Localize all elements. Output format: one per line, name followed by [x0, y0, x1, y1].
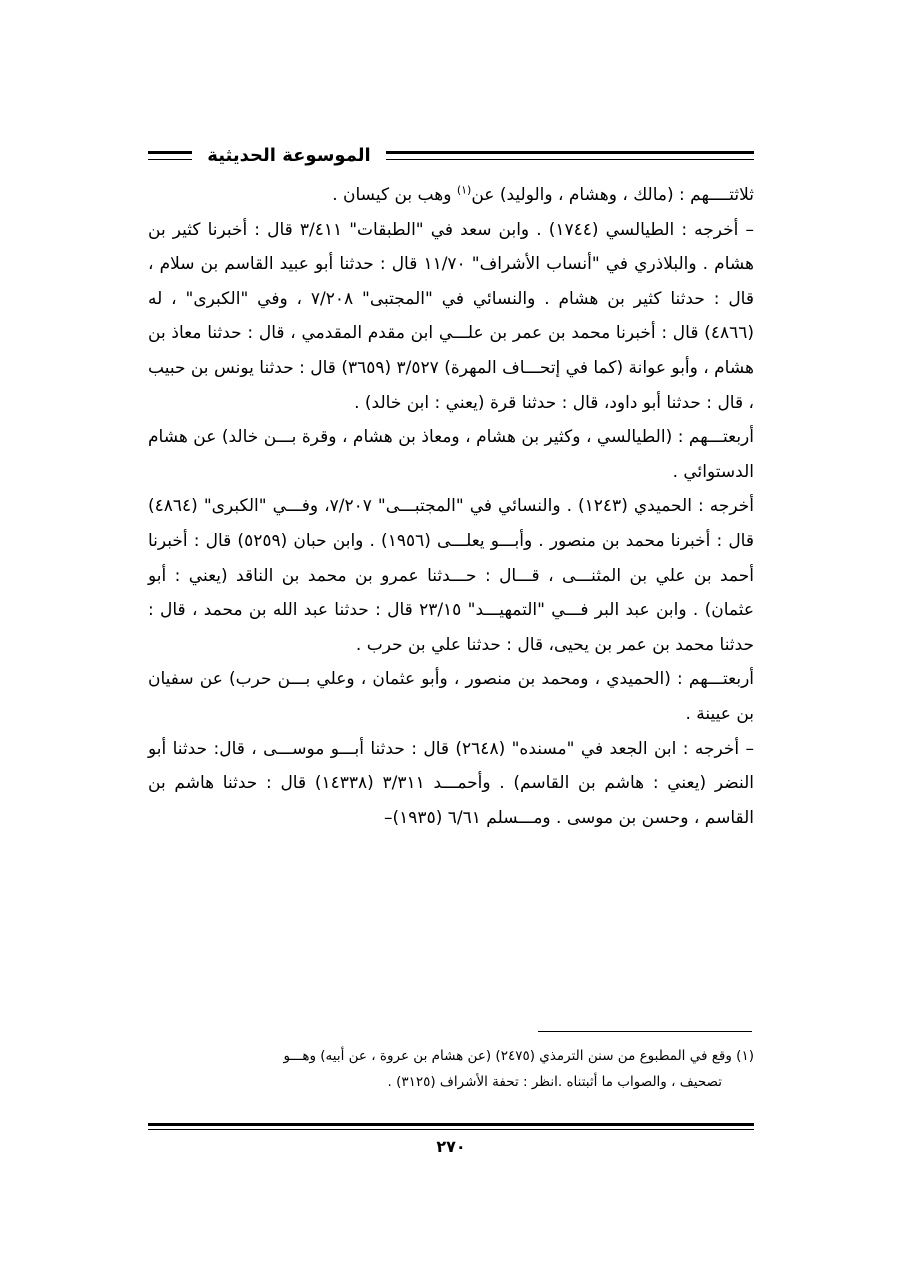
footnote-line-1: (١) وقع في المطبوع من سنن الترمذي (٢٤٧٥) (عن هشام بن عروة ، عن أبيه) وهـــو [283, 1048, 754, 1064]
header-title: الموسوعة الحديثية [207, 145, 371, 166]
footer-rule [148, 1123, 754, 1130]
footnote [148, 1043, 754, 1095]
paragraph-2: – أخرجه : الطيالسي (١٧٤٤) . وابن سعد في "الطبقات" ٣/٤١١ قال : أخبرنا كثير بن هشام . والبلاذري في "أنساب الأشراف" ١١/٧٠ قال : حدثنا أبو عبيد القاسم بن سلام ، قال : حدثنا كثير بن هشام . والنسائي في "المجتبى" ٧/٢٠٨ ، وفي "الكبرى" ، له (٤٨٦٦) قال : أخبرنا محمد بن عمر بن علـــي ابن مقدم المقدمي ، قال : حدثنا معاذ بن هشام ، وأبو عوانة (كما في إتحـــاف المهرة) ٣/٥٢٧ (٣٦٥٩) قال : حدثنا يونس بن حبيب ، قال : حدثنا أبو داود، قال : حدثنا قرة (يعني : ابن خالد) . [148, 219, 755, 413]
footnote-line-2: تصحيف ، والصواب ما أثبتناه .انظر : تحفة الأشراف (٣١٢٥) . [387, 1074, 722, 1090]
paragraph-3: أربعتـــهم : (الطيالسي ، وكثير بن هشام ، ومعاذ بن هشام ، وقرة بـــن خالد) عن هشام الدستوائي . [148, 427, 754, 482]
main-text [148, 178, 754, 835]
header-rule-right [386, 151, 754, 160]
paragraph-4: أخرجه : الحميدي (١٢٤٣) . والنسائي في "المجتبـــى" ٧/٢٠٧، وفـــي "الكبرى" (٤٨٦٤) قال : أخبرنا محمد بن منصور . وأبـــو يعلـــى (١٩٥٦) . وابن حبان (٥٢٥٩) قال : أخبرنا أحمد بن علي بن المثنـــى ، قـــال : حـــدثنا عمرو بن محمد بن الناقد (يعني : أبو عثمان) . وابن عبد البر فـــي "التمهيـــد" ٢٣/١٥ قال : حدثنا عبد الله بن محمد ، قال : حدثنا محمد بن عمر بن يحيى، قال : حدثنا علي بن حرب . [148, 496, 754, 655]
footnote-marker[interactable]: (١) [456, 183, 472, 197]
page-number: ٢٧٠ [436, 1137, 466, 1156]
footnote-separator [538, 1031, 752, 1032]
running-header [148, 142, 754, 172]
paragraph-1: ثلاثتــــهم : (مالك ، وهشام ، والوليد) عن$^{(١)}$ وهب بن كيسان . [332, 183, 754, 205]
header-rule-left [148, 151, 192, 160]
paragraph-6: – أخرجه : ابن الجعد في "مسنده" (٢٦٤٨) قال : حدثنا أبـــو موســـى ، قال: حدثنا أبو النضر (يعني : هاشم بن القاسم) . وأحمـــد ٣/٣١١ (١٤٣٣٨) قال : حدثنا هاشم بن القاسم ، وحسن بن موسى . ومـــسلم ٦/٦١ (١٩٣٥)– [148, 738, 754, 828]
paragraph-5: أربعتـــهم : (الحميدي ، ومحمد بن منصور ، وأبو عثمان ، وعلي بـــن حرب) عن سفيان بن عيينة . [148, 669, 754, 724]
